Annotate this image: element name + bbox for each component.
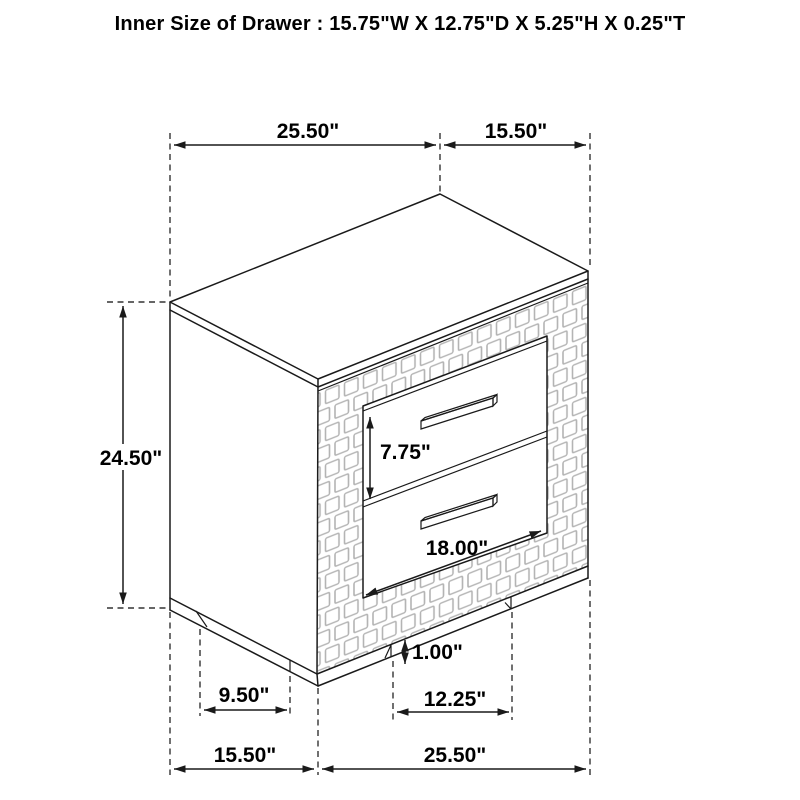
- dimension-front-leg-spacing: [397, 688, 509, 712]
- top-face: [170, 194, 588, 391]
- dimension-bottom-depth: [174, 744, 314, 769]
- bottom-drawer-handle: [421, 495, 497, 530]
- floor-line-left: [170, 610, 318, 686]
- overall-height-label: 24.50": [99, 447, 163, 470]
- drawer-width-label: 18.00": [425, 537, 489, 560]
- nightstand-drawing: [170, 194, 588, 686]
- dimension-top-width: [174, 120, 436, 145]
- top-depth-label: 15.50": [484, 120, 548, 143]
- dimension-overall-height: [96, 306, 166, 604]
- front-leg-spacing-label: 12.25": [423, 688, 487, 711]
- top-width-label: 25.50": [276, 120, 340, 143]
- drawer-height-label: 7.75": [380, 441, 431, 464]
- front-corner-edge: [317, 379, 318, 674]
- dimension-side-leg-spacing: [204, 684, 287, 710]
- dimension-bottom-width: [322, 744, 586, 769]
- base-recess-label: 1.00": [412, 641, 463, 664]
- corner-foot-edge: [317, 674, 318, 686]
- side-leg-spacing-label: 9.50": [218, 684, 270, 707]
- bottom-depth-label: 15.50": [213, 744, 277, 767]
- drawer-inner-size-title: Inner Size of Drawer : 15.75"W X 12.75"D X 5.25"H X 0.25"T: [114, 13, 686, 35]
- bottom-width-label: 25.50": [423, 744, 487, 767]
- dimension-base-recess: [405, 640, 463, 664]
- top-drawer-handle: [421, 395, 497, 430]
- left-side-panel: [170, 302, 317, 674]
- dimension-top-depth: [444, 120, 586, 145]
